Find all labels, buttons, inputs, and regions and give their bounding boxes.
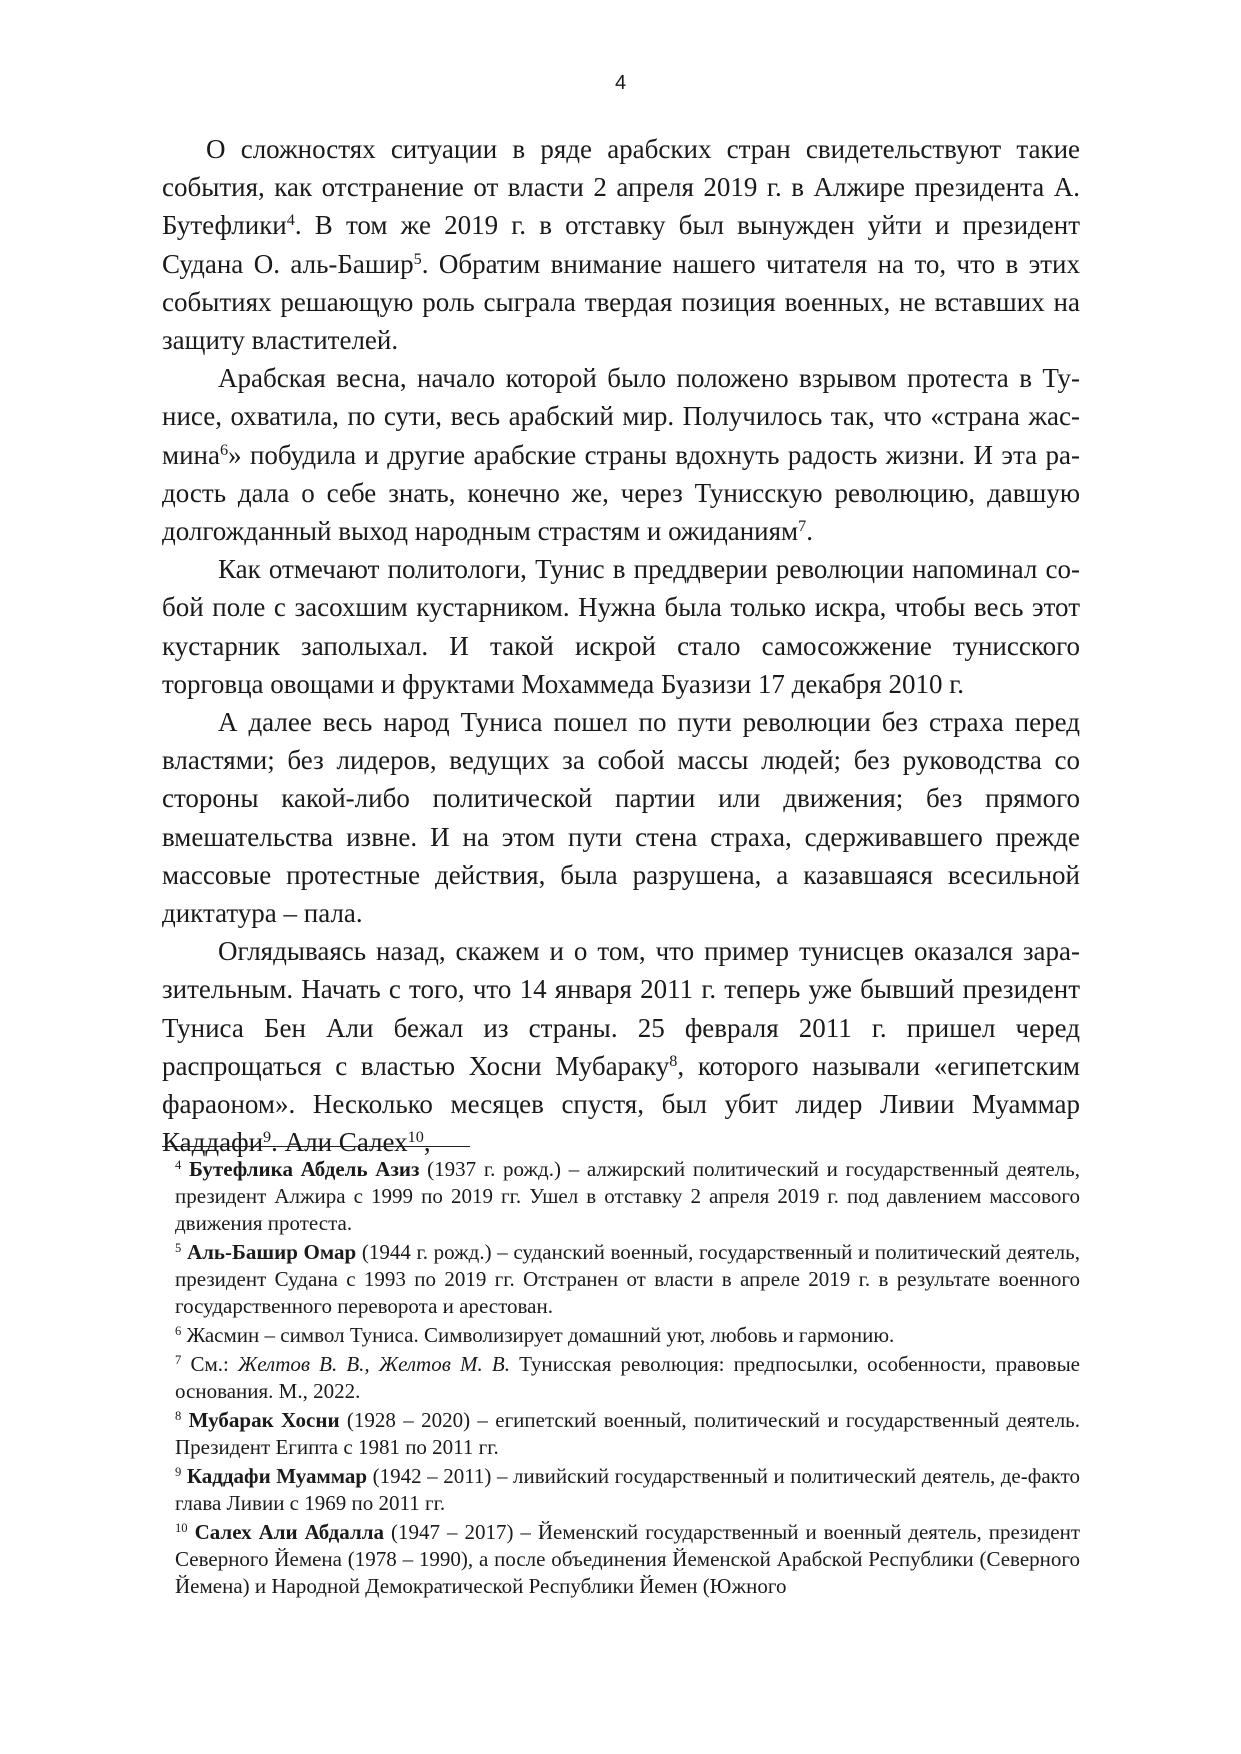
footnote-divider [162,1146,470,1147]
paragraph-4: А далее весь народ Туниса пошел по пути революции без страха перед властями; без лидеров, ведущих за собой массы людей; без руководства со стороны какой-либо политической партии или движения; без прямого вмешательства извне. И на этом пути стена страха, сдерживавшего прежде массовые протестные действия, была разрушена, а казавшаяся всесильной диктатура – пала. [162,707,1080,929]
main-text [162,130,1080,1161]
footnote-ref-4[interactable]: 4 [286,211,295,230]
footnote-ref-5[interactable]: 5 [413,249,422,268]
paragraph-1: О сложностях ситуации в ряде арабских стран свидетельствуют такие события, как отстранение от власти 2 апреля 2019 г. в Алжире президента А. Бутефлики$^4$. В том же 2019 г. в отставку был вынужден уйти и президент Судана О. аль-Башир$^5$. Обратим внимание нашего читателя на то, что в этих событиях решающую роль сыграла твердая позиция военных, не вставших на защиту властителей. [162,134,1081,356]
footnote-9: $^9$ Каддафи Муаммар (1942 – 2011) – ливийский государственный и политический деятель, де-факто глава Ливии с 1969 по 2011 гг. [175,1464,1081,1515]
footnote-4: $^4$ Бутефлика Абдель Азиз (1937 г. рожд.) – алжирский политический и государственный деятель, президент Алжира с 1999 по 2019 гг. Ушел в отставку 2 апреля 2019 г. под давлением массового движения протеста. [175,1157,1080,1235]
paragraph-5: Оглядываясь назад, скажем и о том, что пример тунисцев оказался заразительным. Начать с того, что 14 января 2011 г. теперь уже бывший президент Туниса Бен Али бежал из страны. 25 февраля 2011 г. пришел черед распрощаться с властью Хосни Мубараку$^8$, которого называли «египетским фараоном». Несколько месяцев спустя, был убит лидер Ливии Муаммар Каддафи$^9$. Али Салех$^{10}$, [162,936,1081,1158]
footnote-10: $^{10}$ Салех Али Абдалла (1947 – 2017) – Йеменский государственный и военный деятель, президент Северного Йемена (1978 – 1990), а после объединения Йеменской Арабской Республики (Северного Йемена) и Народной Демократической Республики Йемен (Южного [175,1520,1081,1598]
paragraph-2: Арабская весна, начало которой было положено взрывом протеста в Тунисе, охватила, по сути, весь арабский мир. Получилось так, что «страна жасмина$^6$» побудила и другие арабские страны вдохнуть радость жизни. И эта радость дала о себе знать, конечно же, через Тунисскую революцию, давшую долгожданный выход народным страстям и ожиданиям$^7$. [162,363,1080,547]
footnote-ref-7[interactable]: 7 [798,517,807,536]
footnote-5: $^5$ Аль-Башир Омар (1944 г. рожд.) – суданский военный, государственный и политический деятель, президент Судана с 1993 по 2019 гг. Отстранен от власти в апреле 2019 г. в результате военного государственного переворота и арестован. [175,1240,1080,1318]
page-number: 4 [614,72,627,94]
footnote-8: $^8$ Мубарак Хосни (1928 – 2020) – египетский военный, политический и государственный деятель. Президент Египта с 1981 по 2011 гг. [175,1408,1081,1459]
footnote-ref-10[interactable]: 10 [407,1128,424,1147]
footnotes [175,1156,1080,1602]
footnote-ref-8[interactable]: 8 [669,1051,678,1070]
paragraph-3: Как отмечают политологи, Тунис в преддверии революции напоминал собой поле с засохшим кустарником. Нужна была только искра, чтобы весь этот кустарник заполыхал. И такой искрой стало самосожжение тунисского торговца овощами и фруктами Мохаммеда Буазизи 17 декабря 2010 г. [162,554,1080,699]
footnote-6: $^6$ Жасмин – символ Туниса. Символизирует домашний уют, любовь и гармонию. [175,1323,895,1347]
footnote-ref-9[interactable]: 9 [263,1128,272,1147]
footnote-ref-6[interactable]: 6 [219,440,229,459]
footnote-7: $^7$ См.: Желтов В. В., Желтов М. В. Тунисская революция: предпосылки, особенности, правовые основания. М., 2022. [175,1352,1081,1403]
